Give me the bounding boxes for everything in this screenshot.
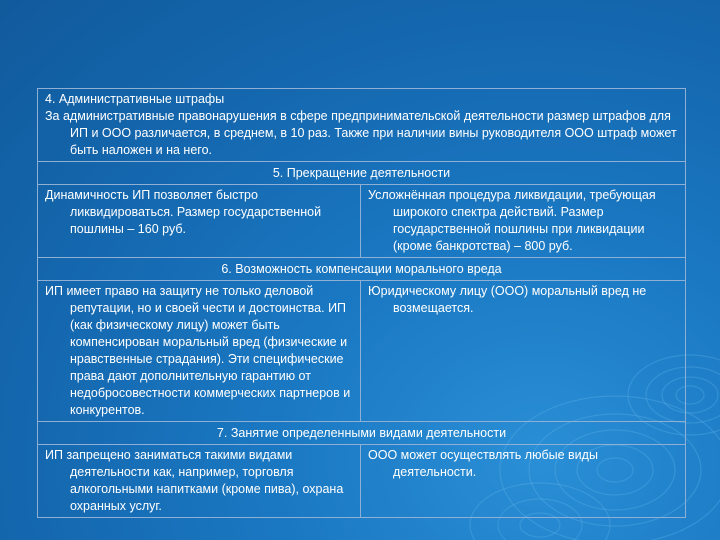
ooo-cell xyxy=(361,281,686,422)
section-heading: 7. Занятие определенными видами деятельности xyxy=(38,422,686,445)
table-row xyxy=(38,162,686,185)
table-row xyxy=(38,89,686,162)
ooo-cell xyxy=(361,185,686,258)
fines-text: За административные правонарушения в сфере предпринимательской деятельности размер штрафов для ИП и ООО различается, в среднем, в 10 раз. Также при наличии вины руководителя ООО штраф может быть наложен и на него. xyxy=(45,109,677,157)
ip-text: Динамичность ИП позволяет быстро ликвидироваться. Размер государственной пошлины – 160 руб. xyxy=(45,188,322,236)
table-row xyxy=(38,185,686,258)
ooo-cell xyxy=(361,445,686,518)
table-row xyxy=(38,281,686,422)
ooo-text: Юридическому лицу (ООО) моральный вред не возмещается. xyxy=(368,284,647,315)
ooo-text: ООО может осуществлять любые виды деятельности. xyxy=(368,448,598,479)
ip-cell xyxy=(38,445,361,518)
ip-cell xyxy=(38,185,361,258)
comparison-table xyxy=(37,88,686,518)
table-row xyxy=(38,258,686,281)
ip-text: ИП запрещено заниматься такими видами деятельности как, например, торговля алкогольными напитками (кроме пива), охрана охранных услуг. xyxy=(45,448,344,513)
fines-cell xyxy=(38,89,686,162)
section-heading: 5. Прекращение деятельности xyxy=(38,162,686,185)
table-row xyxy=(38,445,686,518)
ooo-text: Усложнённая процедура ликвидации, требующая широкого спектра действий. Размер государственной пошлины при ликвидации (кроме банкротства) – 800 руб. xyxy=(368,188,656,253)
ip-text: ИП имеет право на защиту не только деловой репутации, но и своей чести и достоинства. ИП (как физическому лицу) может быть компенсирован моральный вред (физические и нравственные страдания). Эти специфические права дают дополнительную гарантию от недобросовестности коммерческих партнеров и конкурентов. xyxy=(45,284,351,417)
section-heading: 4. Административные штрафы xyxy=(45,92,225,106)
section-heading: 6. Возможность компенсации морального вреда xyxy=(38,258,686,281)
table-row xyxy=(38,422,686,445)
ip-cell xyxy=(38,281,361,422)
